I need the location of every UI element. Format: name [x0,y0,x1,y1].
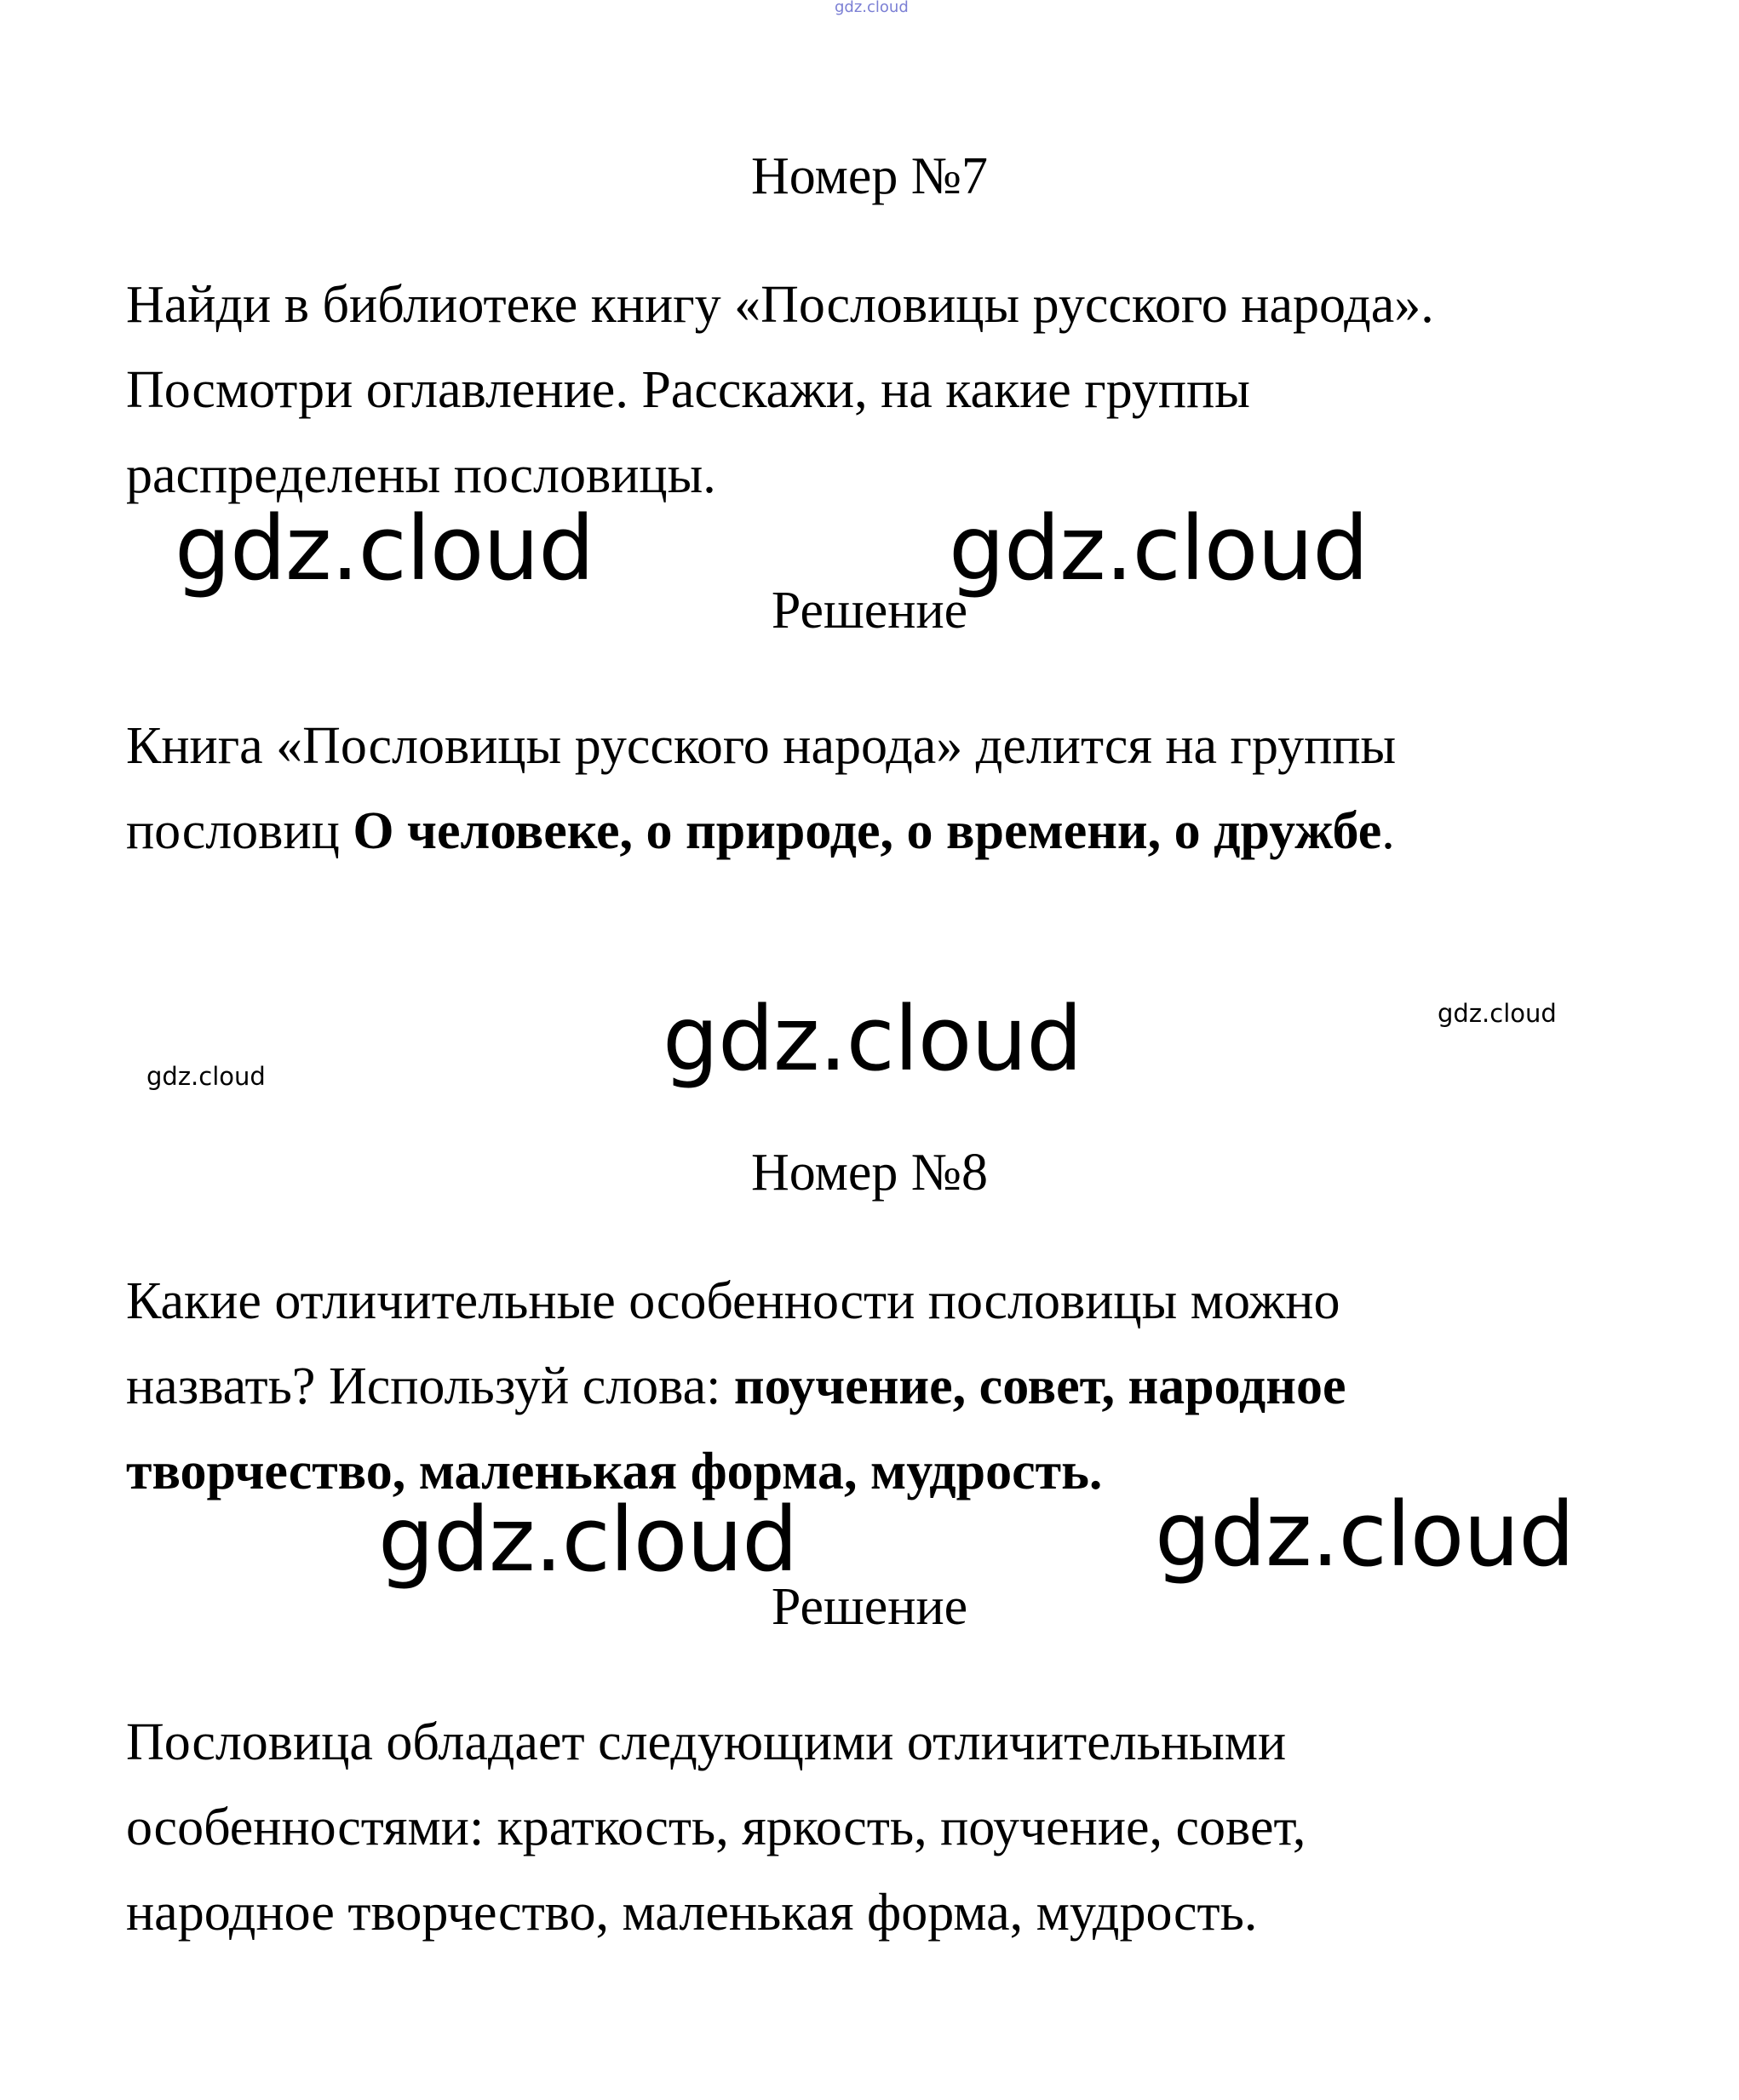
watermark-large: gdz.cloud [378,1488,798,1592]
task8-solution-label: Решение [771,1578,968,1636]
task7-solution-label: Решение [771,582,968,640]
task8-answer [126,1700,1659,1955]
task7-answer-prefix: пословиц [126,802,353,860]
task8-question-words-cont: творчество, маленькая форма, мудрость. [126,1443,1103,1500]
task8-question-words: поучение, совет, народное [733,1357,1346,1415]
task7-answer-groups: О человеке, о природе, о времени, о дружбе [353,802,1382,860]
task8-answer-line1: Пословица обладает следующими отличительными [126,1713,1287,1771]
task7-answer-suffix: . [1381,802,1395,860]
task7-answer-line1: Книга «Пословицы русского народа» делится на группы [126,717,1397,775]
watermark-large: gdz.cloud [175,496,594,600]
task8-question-line1: Какие отличительные особенности пословицы можно [126,1272,1340,1330]
task8-answer-line3: народное творчество, маленькая форма, мудрость. [126,1884,1258,1942]
task8-heading: Номер №8 [750,1144,988,1202]
task7-answer-line2 [126,789,1659,874]
task8-question-line2 [126,1344,1659,1429]
task7-question [126,262,1659,518]
watermark-tiny-top: gdz.cloud [835,0,909,16]
task7-answer [126,703,1659,874]
task7-heading: Номер №7 [750,147,988,205]
watermark-small: gdz.cloud [146,1062,266,1091]
task8-answer-line2: особенностями: краткость, яркость, поучение, совет, [126,1799,1306,1856]
task8-question-prefix: назвать? Используй слова: [126,1357,734,1415]
task7-question-line1: Найди в библиотеке книгу «Пословицы русского народа». [126,276,1434,334]
task7-question-line2: Посмотри оглавление. Расскажи, на какие группы [126,361,1250,419]
watermark-large: gdz.cloud [1155,1483,1575,1586]
watermark-large: gdz.cloud [663,987,1082,1091]
watermark-small: gdz.cloud [1438,999,1557,1028]
task7-question-line3: распределены пословицы. [126,446,716,504]
task8-question [126,1259,1659,1514]
watermark-large: gdz.cloud [949,496,1369,600]
